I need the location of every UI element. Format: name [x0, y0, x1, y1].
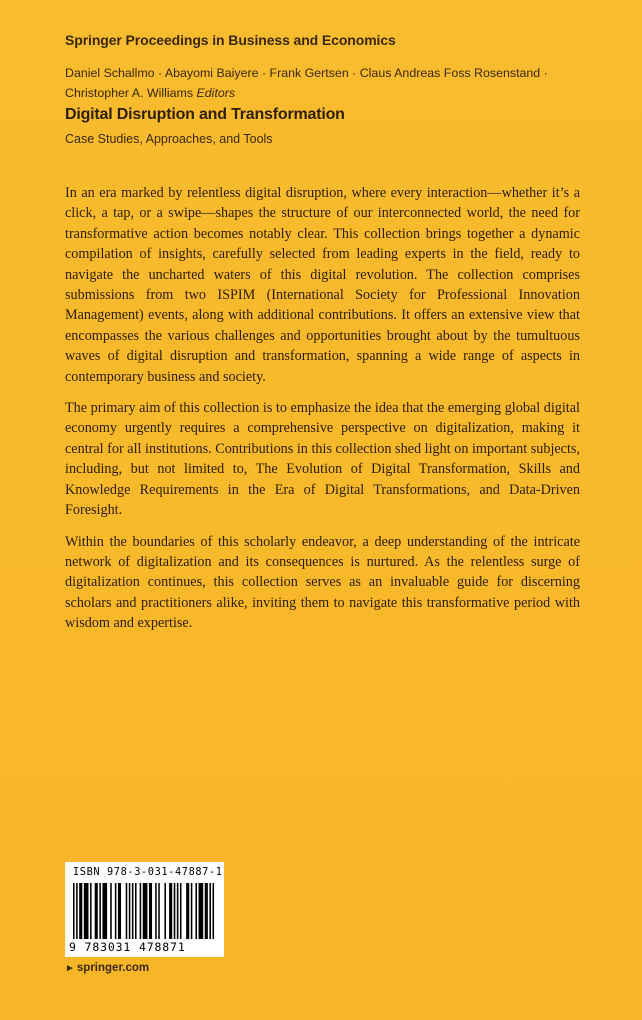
barcode-bar [110, 883, 112, 939]
barcode-bar [140, 883, 142, 939]
editors-line-1: Daniel Schallmo · Abayomi Baiyere · Frank Gertsen · Claus Andreas Foss Rosenstand · [65, 66, 548, 80]
isbn-label: ISBN 978-3-031-47887-1 [73, 866, 223, 878]
barcode-bar [209, 883, 211, 939]
barcode-bar [90, 883, 92, 939]
barcode-bar [115, 883, 117, 939]
barcode-bar [155, 883, 157, 939]
barcode-bar [143, 883, 148, 939]
barcode-bar [132, 883, 134, 939]
barcode-bar [213, 883, 215, 939]
series-title: Springer Proceedings in Business and Economics [65, 32, 396, 48]
barcode-bar [118, 883, 121, 939]
blurb [65, 183, 580, 645]
barcode-box [65, 862, 224, 957]
barcode-bar [135, 883, 137, 939]
barcode-bar [169, 883, 172, 939]
blurb-paragraph: The primary aim of this collection is to emphasize the idea that the emerging global digital economy urgently requires a comprehensive perspective on digitalization, making it central for all institutions. Contributions in this collection shed light on important subjects, including, but not limited to, The Evolution of Digital Transformation, Skills and Knowledge Requirements in the Era of Digital Transformations, and Data-Driven Foresight. [65, 400, 580, 519]
barcode-bar [158, 883, 160, 939]
barcode-bar [126, 883, 128, 939]
barcode-bar [149, 883, 152, 939]
barcode-bar [177, 883, 179, 939]
editors-last-name: Christopher A. Williams [65, 86, 194, 100]
barcode-bar [205, 883, 208, 939]
barcode-bar [174, 883, 176, 939]
blurb-paragraph: Within the boundaries of this scholarly endeavor, a deep understanding of the intricate network of digitalization and its consequences is nurtured. As the relentless surge of digitalization continues, this collection serves as an invaluable guide for discerning scholars and practitioners alike, inviting them to navigate this transformative period with wisdom and expertise. [65, 533, 580, 632]
barcode-bar [84, 883, 89, 939]
publisher-footer [65, 962, 149, 974]
barcode-bar [102, 883, 107, 939]
barcode-bar [99, 883, 101, 939]
barcode-bar [164, 883, 166, 939]
barcode-bars [71, 883, 218, 939]
barcode-bar [180, 883, 182, 939]
arrow-icon: ► [65, 963, 75, 974]
barcode-bar [186, 883, 189, 939]
ean-digits: 9 783031 478871 [69, 940, 186, 954]
barcode-bar [199, 883, 204, 939]
editors-role: Editors [196, 86, 236, 100]
barcode-bar [79, 883, 82, 939]
barcode-bar [129, 883, 131, 939]
publisher-url[interactable]: springer.com [76, 962, 150, 974]
editors-block [65, 63, 585, 103]
barcode-bar [195, 883, 197, 939]
book-subtitle: Case Studies, Approaches, and Tools [65, 132, 273, 146]
barcode-bar [191, 883, 193, 939]
barcode-bar [95, 883, 98, 939]
barcode-bar [73, 883, 75, 939]
blurb-paragraph: In an era marked by relentless digital disruption, where every interaction—whether it’s a click, a tap, or a swipe—shapes the structure of our interconnected world, the need for transformative action becomes notably clear. This collection brings together a dynamic compilation of insights, carefully selected from leading experts in the field, ready to navigate the uncharted waters of this digital revolution. The collection comprises submissions from two ISPIM (International Society for Professional Innovation Management) events, along with additional contributions. It offers an extensive view that encompasses the various challenges and opportunities brought about by the tumultuous waves of digital disruption and transformation, spanning a wide range of aspects in contemporary business and society. [65, 185, 580, 385]
editors-line-2 [65, 83, 585, 103]
barcode-bar [76, 883, 78, 939]
book-title: Digital Disruption and Transformation [65, 106, 345, 123]
